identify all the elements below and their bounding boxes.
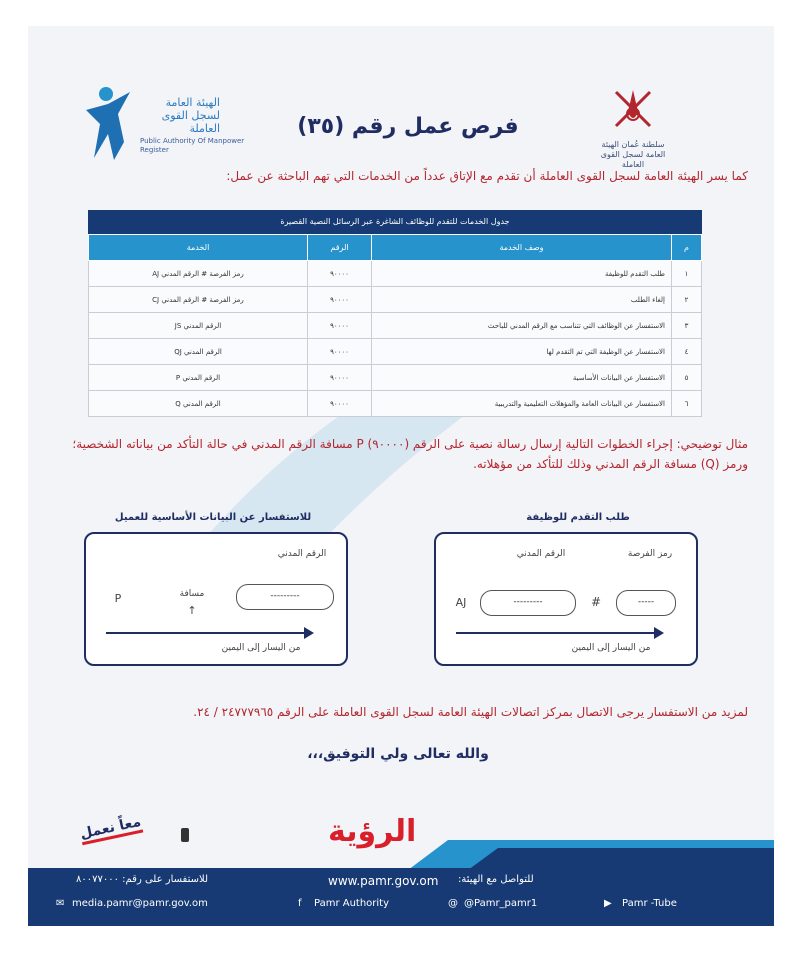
cell-number: ١: [672, 261, 702, 287]
inquiry-diagram-box: [84, 532, 348, 666]
inquiry-number: للاستفسار على رقم: ٨٠٠٧٧٠٠٠: [76, 874, 209, 885]
authority-name-en: Public Authority Of Manpower Register: [140, 137, 245, 154]
arrow-right-icon: [654, 627, 664, 639]
cell-service: الرقم المدني Q: [89, 391, 308, 417]
inquiry-code: P: [114, 592, 122, 605]
example-text: مثال توضيحي: إجراء الخطوات التالية إرسال رسالة نصية على الرقم (٩٠٠٠٠) P مسافة الرقم المدني في حالة التأكد من بياناته الشخصية؛ ورمز (Q) مسافة الرقم المدني وذلك للتأكد من مؤهلاته.: [72, 437, 748, 471]
col-header-service: الخدمة: [89, 235, 308, 261]
table-row: [89, 339, 702, 365]
direction-arrow-line: [106, 632, 306, 634]
runner-figure-icon: [78, 84, 138, 164]
direction-arrow-line: [456, 632, 656, 634]
authority-logo: [78, 84, 245, 164]
cell-number: ٥: [672, 365, 702, 391]
cell-code: ٩٠٠٠٠: [308, 313, 372, 339]
website-link[interactable]: www.pamr.gov.om: [328, 874, 439, 888]
cell-description: طلب التقدم للوظيفة: [372, 261, 672, 287]
closing-text: والله تعالى ولي التوفيق،،،: [307, 746, 489, 762]
youtube-link[interactable]: Pamr -Tube: [622, 898, 677, 909]
cell-service: الرقم المدني JS: [89, 313, 308, 339]
decorative-stripes: [408, 840, 774, 870]
cell-service: الرقم المدني P: [89, 365, 308, 391]
cell-description: الاستفسار عن الوظيفة التي تم التقدم لها: [372, 339, 672, 365]
arrow-right-icon: [304, 627, 314, 639]
inquiry-diagram-label: للاستفسار عن البيانات الأساسية للعميل: [114, 512, 312, 523]
civil-number-label: الرقم المدني: [277, 549, 327, 559]
facebook-icon: f: [298, 898, 302, 909]
footnote-text: لمزيد من الاستفسار يرجى الاتصال بمركز اتصالات الهيئة العامة لسجل القوى العاملة على الرقم ٢٤٧٧٧٩٦٥ / ٢٤.: [193, 705, 748, 719]
civil-number-label: الرقم المدني: [516, 549, 566, 559]
col-header-number: م: [672, 235, 702, 261]
civil-number-field: ---------: [480, 590, 576, 616]
cell-description: الاستفسار عن الوظائف التي تتناسب مع الرقم المدني للباحث: [372, 313, 672, 339]
email-link[interactable]: media.pamr@pamr.gov.om: [72, 898, 208, 909]
cell-service: رمز الفرصة # الرقم المدني CJ: [89, 287, 308, 313]
cell-service: الرقم المدني QJ: [89, 339, 308, 365]
civil-number-field: ---------: [236, 584, 334, 610]
table-row: [89, 391, 702, 417]
oman-emblem: [598, 84, 668, 168]
apply-diagram-label: طلب التقدم للوظيفة: [526, 512, 630, 523]
email-icon: ✉: [56, 898, 65, 909]
footer: [28, 868, 774, 926]
cell-service: رمز الفرصة # الرقم المدني AJ: [89, 261, 308, 287]
khanjar-emblem-icon: [608, 84, 658, 134]
cell-code: ٩٠٠٠٠: [308, 261, 372, 287]
cell-description: إلغاء الطلب: [372, 287, 672, 313]
up-arrow-icon: ↑: [187, 604, 197, 617]
authority-name-ar: الهيئة العامة لسجل القوى العاملة: [161, 96, 220, 135]
cell-number: ٦: [672, 391, 702, 417]
twitter-icon: @: [448, 898, 458, 909]
direction-text: من اليسار إلى اليمين: [221, 643, 301, 653]
apply-diagram-box: [434, 532, 698, 666]
direction-text: من اليسار إلى اليمين: [571, 643, 651, 653]
hash-separator: #: [590, 595, 602, 609]
table-header-row: [89, 235, 702, 261]
facebook-link[interactable]: Pamr Authority: [314, 898, 390, 909]
table-caption: جدول الخدمات للتقدم للوظائف الشاغرة عبر الرسائل النصية القصيرة: [88, 210, 702, 234]
opportunity-code-field: -----: [616, 590, 676, 616]
table-row: [89, 261, 702, 287]
space-label: مسافة: [179, 589, 205, 599]
cell-number: ٢: [672, 287, 702, 313]
col-header-description: وصف الخدمة: [372, 235, 672, 261]
cell-number: ٣: [672, 313, 702, 339]
col-header-code: الرقم: [308, 235, 372, 261]
twitter-link[interactable]: @Pamr_pamr1: [464, 898, 538, 909]
cell-code: ٩٠٠٠٠: [308, 391, 372, 417]
emblem-name: سلطنة عُمان الهيئة العامة لسجل القوى العاملة: [600, 140, 666, 169]
table-row: [89, 287, 702, 313]
youtube-icon: ▶: [604, 898, 612, 909]
page-title: فرص عمل رقم (٣٥): [297, 114, 519, 139]
intro-text: كما يسر الهيئة العامة لسجل القوى العاملة أن تقدم مع الإتاق عدداً من الخدمات التي تهم الباحثة عن عمل:: [226, 169, 748, 183]
cell-code: ٩٠٠٠٠: [308, 339, 372, 365]
opportunity-code-label: رمز الفرصة: [627, 549, 673, 559]
emblem-small-icon: [178, 826, 192, 844]
campaign-logo: معاً نعمل: [79, 814, 143, 845]
cell-code: ٩٠٠٠٠: [308, 287, 372, 313]
cell-code: ٩٠٠٠٠: [308, 365, 372, 391]
cell-description: الاستفسار عن البيانات الأساسية: [372, 365, 672, 391]
newspaper-logo: الرؤية: [328, 814, 417, 849]
table-row: [89, 365, 702, 391]
cell-number: ٤: [672, 339, 702, 365]
services-table: [88, 234, 702, 417]
page: [28, 26, 774, 926]
cell-description: الاستفسار عن البيانات العامة والمؤهلات التعليمية والتدريبية: [372, 391, 672, 417]
apply-code: AJ: [455, 596, 467, 609]
table-row: [89, 313, 702, 339]
footer-contact-label: للتواصل مع الهيئة:: [458, 874, 534, 885]
